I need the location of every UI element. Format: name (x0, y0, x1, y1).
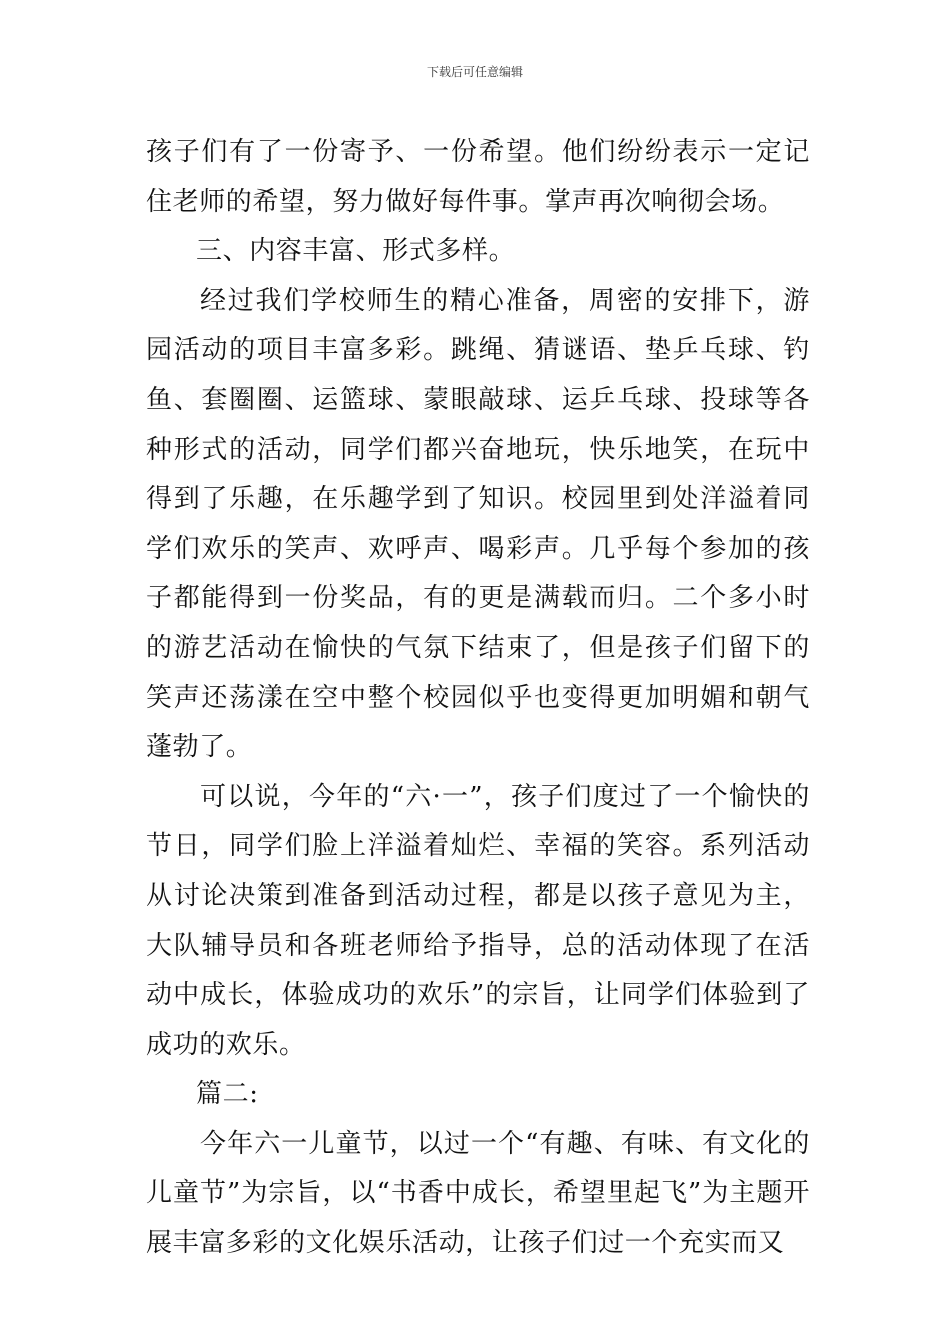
paragraph-part-two-intro: 今年六一儿童节，以过一个“有趣、有味、有文化的儿童节”为宗旨，以“书香中成长，希望里起飞”为主题开展丰富多彩的文化娱乐活动，让孩子们过一个充实而又 (146, 1128, 810, 1259)
paragraph-continued: 孩子们有了一份寄予、一份希望。他们纷纷表示一定记住老师的希望，努力做好每件事。掌声再次响彻会场。 (146, 137, 810, 217)
document-body (146, 128, 810, 1269)
page-header: 下载后可任意编辑 (426, 65, 523, 79)
paragraph-activities: 经过我们学校师生的精心准备，周密的安排下，游园活动的项目丰富多彩。跳绳、猜谜语、垫乒乓球、钓鱼、套圈圈、运篮球、蒙眼敲球、运乒乓球、投球等各种形式的活动，同学们都兴奋地玩，快乐地笑，在玩中得到了乐趣，在乐趣学到了知识。校园里到处洋溢着同学们欢乐的笑声、欢呼声、喝彩声。几乎每个参加的孩子都能得到一份奖品，有的更是满载而归。二个多小时的游艺活动在愉快的气氛下结束了，但是孩子们留下的笑声还荡漾在空中整个校园似乎也变得更加明媚和朝气蓬勃了。 (146, 285, 810, 763)
section-heading-content: 三、内容丰富、形式多样。 (196, 236, 516, 267)
paragraph-summary: 可以说，今年的“六·一”，孩子们度过了一个愉快的节日，同学们脸上洋溢着灿烂、幸福的笑容。系列活动从讨论决策到准备到活动过程，都是以孩子意见为主，大队辅导员和各班老师给予指导，总的活动体现了在活动中成长，体验成功的欢乐”的宗旨，让同学们体验到了成功的欢乐。 (146, 781, 810, 1060)
section-heading-part-two: 篇二: (196, 1079, 259, 1110)
